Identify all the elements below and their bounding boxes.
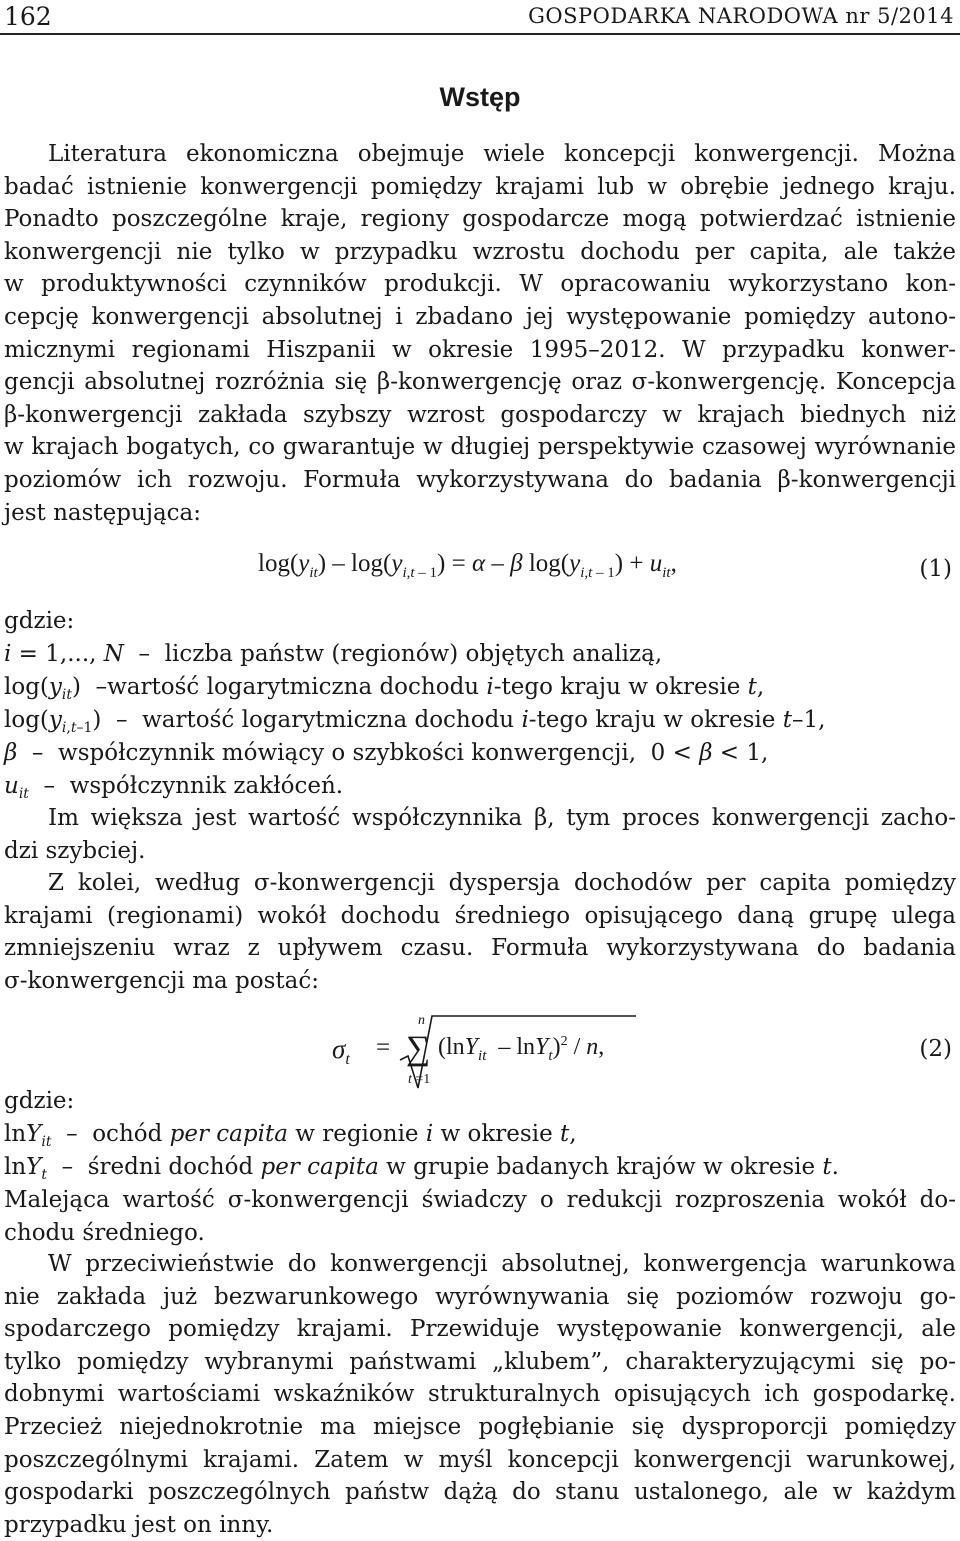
text-line: spodarczego pomiędzy krajami. Przewiduje występowanie konwergencji, ale <box>4 1316 956 1343</box>
text-line: poszczególnymi krajami. Zatem w myśl koncepcji konwergencji warunkowej, <box>4 1446 956 1473</box>
text-line: W przeciwieństwie do konwergencji absolutnej, konwergencja warunkowa <box>48 1251 956 1277</box>
text-line: przypadku jest on inny. <box>4 1511 274 1538</box>
text-line: w produktywności czynników produkcji. W opracowaniu wykorzystano kon- <box>4 271 956 298</box>
definition-lnyt: lnY$_t$ – średni dochód per capita w grupie badanych krajów w okresie t. <box>4 1154 839 1183</box>
text-line: σ-konwergencji ma postać: <box>4 967 319 994</box>
equation-beta: $\log(y_{it}) - \log(y_{i,t - 1}) = \alpha - \beta$ $\log(y_{i,t - 1}) + u_{it}$, <box>258 550 677 581</box>
definition-log-yit: $\log(y_{it})$ –wartość logarytmiczna dochodu i-tego kraju w okresie t, <box>4 674 765 703</box>
text-line: Przecież niejednokrotnie ma miejsce pogłębianie się dysproporcji pomiędzy <box>4 1413 956 1440</box>
where-label-1: gdzie: <box>4 608 75 634</box>
journal-title: GOSPODARKA NARODOWA nr 5/2014 <box>528 4 954 28</box>
paragraph-conditional <box>4 1248 956 1541</box>
text-line: dzi szybciej. <box>4 837 146 864</box>
definition-u: $u_{it}$ – współczynnik zakłóceń. <box>4 773 344 802</box>
paragraph-intro <box>4 138 956 529</box>
text-line: β-konwergencji zakłada szybszy wzrost gospodarczy w krajach biednych niż <box>4 401 956 428</box>
text-line: micznymi regionami Hiszpanii w okresie 1995–2012. W przypadku konwer- <box>4 336 956 363</box>
paragraph-beta-speed <box>4 802 956 867</box>
text-line: Z kolei, według σ-konwergencji dyspersja dochodów per capita pomiędzy <box>48 870 956 896</box>
definition-beta: β – współczynnik mówiący o szybkości konwergencji, 0 < β < 1, <box>4 740 769 766</box>
text-line: krajami (regionami) wokół dochodu średniego opisującego daną grupę ulega <box>4 902 956 929</box>
equation-sigma: $\sigma_t$ = n ∑ t =1 (lnY$_{it}$ – lnY$_t$)$^2$ / n, <box>320 1010 640 1100</box>
text-line: Ponadto poszczególne kraje, regiony gospodarcze mogą potwierdzać istnienie <box>4 206 956 233</box>
running-header <box>0 0 960 36</box>
text-line: Im większa jest wartość współczynnika β, tym proces konwergencji zacho- <box>48 805 956 831</box>
text-line: Literatura ekonomiczna obejmuje wiele koncepcji konwergencji. Można <box>48 141 956 167</box>
equation-number-2: (2) <box>919 1036 952 1062</box>
definition-lnyit: lnY$_{it}$ – ochód per capita w regionie i w okresie t, <box>4 1121 577 1150</box>
text-line: nie zakłada już bezwarunkowego wyrównywania się poziomów rozwoju go- <box>4 1283 956 1310</box>
text-line: jest następująca: <box>4 499 202 526</box>
text-line: w krajach bogatych, co gwarantuje w długiej perspektywie czasowej wyrównanie <box>4 434 956 461</box>
text-line: badać istnienie konwergencji pomiędzy krajami lub w obrębie jednego kraju. <box>4 173 956 200</box>
text-line: gospodarki poszczególnych państw dążą do stanu ustalonego, ale w każdym <box>4 1479 956 1506</box>
paragraph-sigma-decline <box>4 1184 956 1249</box>
text-line: tylko pomiędzy wybranymi państwami „klubem”, charakteryzującymi się po- <box>4 1348 956 1375</box>
header-rule <box>0 33 960 35</box>
page-number: 162 <box>4 2 52 31</box>
where-label-2: gdzie: <box>4 1088 75 1114</box>
text-line: poziomów ich rozwoju. Formuła wykorzystywana do badania β-konwergencji <box>4 466 956 493</box>
definition-log-yit-1: $\log(y_{i,t-1})$ – wartość logarytmiczna dochodu i-tego kraju w okresie t–1, <box>4 707 826 736</box>
text-line: dobnymi wartościami wskaźników strukturalnych opisujących ich gospodarkę. <box>4 1381 956 1408</box>
text-line: Malejąca wartość σ-konwergencji świadczy o redukcji rozproszenia wokół do- <box>4 1187 956 1213</box>
text-line: chodu średniego. <box>4 1219 205 1246</box>
text-line: gencji absolutnej rozróżnia się β-konwergencję oraz σ-konwergencję. Koncepcja <box>4 369 956 396</box>
paragraph-sigma <box>4 867 956 997</box>
text-line: konwergencji nie tylko w przypadku wzrostu dochodu per capita, ale także <box>4 238 956 265</box>
text-line: cepcję konwergencji absolutnej i zbadano jej występowanie pomiędzy autono- <box>4 303 956 330</box>
section-title: Wstęp <box>439 82 521 112</box>
text-line: zmniejszeniu wraz z upływem czasu. Formuła wykorzystywana do badania <box>4 935 956 962</box>
definition-n: i = 1,..., N – liczba państw (regionów) objętych analizą, <box>4 641 663 667</box>
equation-number-1: (1) <box>919 556 952 582</box>
